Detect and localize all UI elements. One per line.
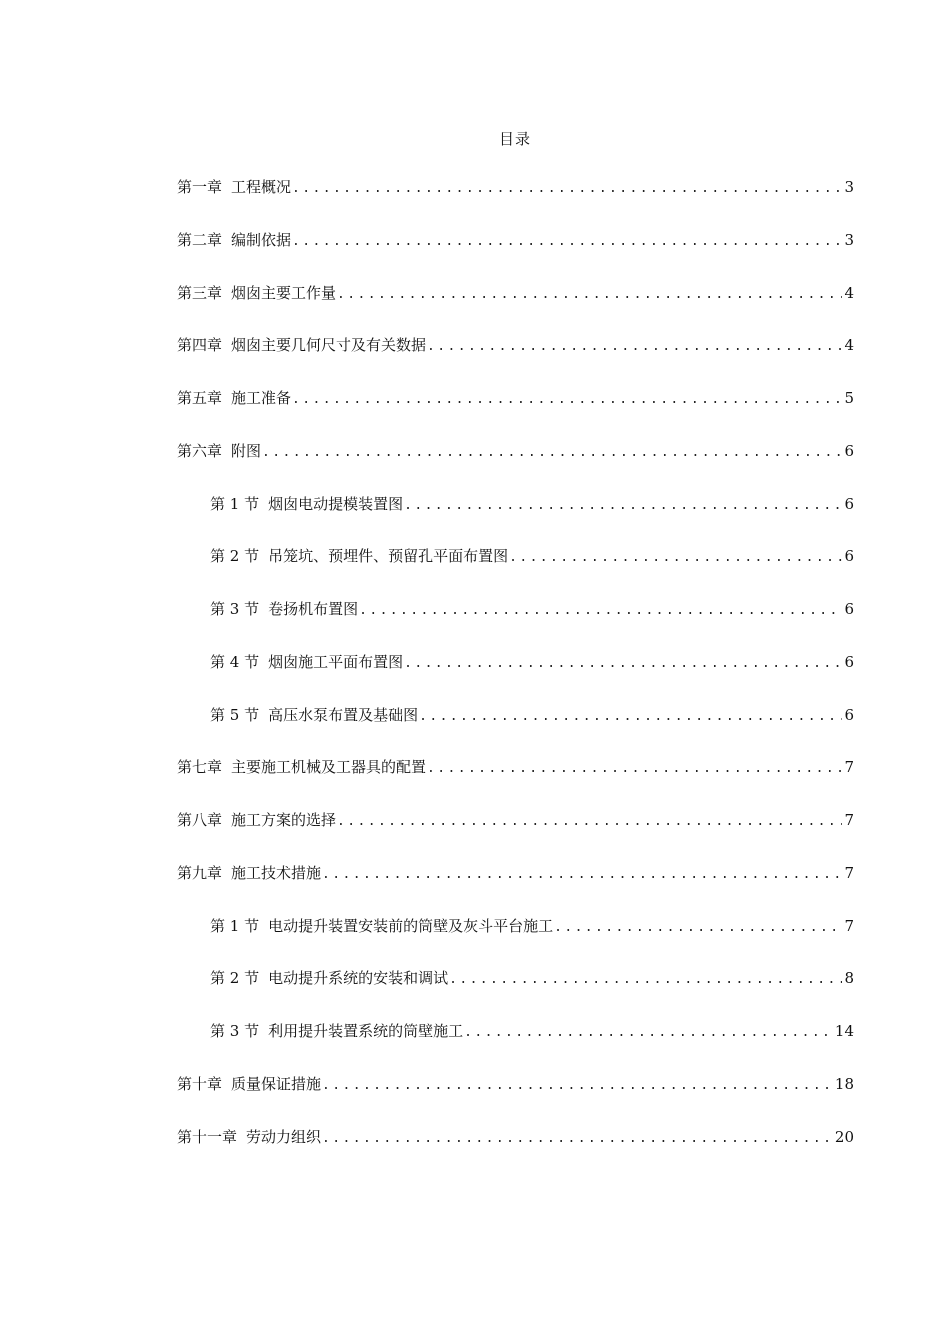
toc-entry-label bbox=[177, 1126, 321, 1147]
toc-dot-leader bbox=[509, 550, 842, 565]
toc-dot-leader bbox=[292, 181, 842, 196]
toc-entry[interactable] bbox=[177, 176, 854, 229]
toc-dot-leader bbox=[464, 1025, 833, 1040]
toc-entry-number: 第 2 节 bbox=[210, 969, 260, 988]
toc-dot-leader bbox=[427, 761, 842, 776]
toc-entry-text: 烟囱电动提模装置图 bbox=[268, 494, 404, 513]
toc-page-number: 20 bbox=[834, 1127, 854, 1146]
toc-list bbox=[177, 176, 854, 1178]
toc-entry-text: 烟囱施工平面布置图 bbox=[268, 652, 404, 671]
toc-entry-text: 利用提升装置系统的筒壁施工 bbox=[268, 1022, 464, 1040]
toc-entry-text: 施工技术措施 bbox=[231, 863, 322, 882]
toc-entry[interactable] bbox=[177, 756, 854, 809]
toc-entry-text: 吊笼坑、预埋件、预留孔平面布置图 bbox=[268, 547, 509, 566]
toc-entry-text: 主要施工机械及工器具的配置 bbox=[231, 758, 427, 777]
toc-page-number: 14 bbox=[834, 1022, 854, 1040]
toc-entry-text: 劳动力组织 bbox=[246, 1127, 322, 1146]
toc-page-number: 6 bbox=[844, 494, 854, 513]
toc-entry[interactable] bbox=[177, 598, 854, 651]
toc-entry-text: 电动提升装置安装前的筒壁及灰斗平台施工 bbox=[268, 916, 554, 935]
toc-page-number: 4 bbox=[844, 336, 854, 355]
toc-entry-label bbox=[177, 809, 336, 830]
toc-entry-text: 附图 bbox=[231, 441, 262, 460]
toc-page-number: 7 bbox=[844, 758, 854, 777]
toc-entry-number: 第八章 bbox=[177, 811, 223, 829]
toc-entry-label bbox=[177, 176, 291, 197]
toc-entry[interactable] bbox=[177, 334, 854, 387]
toc-entry-number: 第 1 节 bbox=[210, 494, 260, 513]
toc-entry-number: 第 1 节 bbox=[210, 916, 260, 935]
toc-entry-text: 烟囱主要工作量 bbox=[231, 283, 337, 302]
toc-page-number: 3 bbox=[844, 178, 854, 196]
toc-page-number: 6 bbox=[844, 441, 854, 460]
toc-entry-number: 第七章 bbox=[177, 758, 223, 777]
toc-dot-leader bbox=[419, 709, 842, 724]
toc-dot-leader bbox=[427, 339, 842, 354]
toc-page-number: 7 bbox=[844, 863, 854, 882]
toc-entry-text: 施工准备 bbox=[231, 389, 292, 407]
toc-entry-label bbox=[210, 915, 553, 936]
toc-entry[interactable] bbox=[177, 1020, 854, 1073]
toc-entry-label bbox=[177, 334, 426, 355]
toc-entry-text: 电动提升系统的安装和调试 bbox=[268, 969, 449, 988]
toc-entry[interactable] bbox=[177, 967, 854, 1020]
toc-entry[interactable] bbox=[177, 229, 854, 282]
toc-entry[interactable] bbox=[177, 440, 854, 493]
toc-entry-number: 第六章 bbox=[177, 441, 223, 460]
toc-entry-number: 第十一章 bbox=[177, 1127, 238, 1146]
toc-entry-label bbox=[210, 967, 448, 988]
toc-entry[interactable] bbox=[177, 862, 854, 915]
toc-entry[interactable] bbox=[177, 651, 854, 704]
toc-entry-number: 第二章 bbox=[177, 230, 223, 249]
toc-entry-number: 第四章 bbox=[177, 336, 223, 355]
toc-entry-text: 施工方案的选择 bbox=[231, 811, 337, 829]
toc-entry-label bbox=[210, 598, 358, 619]
toc-entry-label bbox=[177, 387, 291, 408]
toc-entry[interactable] bbox=[177, 282, 854, 335]
toc-entry-label bbox=[177, 282, 336, 303]
toc-entry-text: 高压水泵布置及基础图 bbox=[268, 705, 419, 724]
toc-entry-label bbox=[210, 651, 403, 672]
toc-entry-label bbox=[210, 493, 403, 514]
toc-dot-leader bbox=[337, 287, 842, 302]
toc-entry-number: 第 2 节 bbox=[210, 547, 260, 566]
toc-entry[interactable] bbox=[177, 387, 854, 440]
toc-entry-text: 工程概况 bbox=[231, 178, 292, 196]
toc-entry-text: 烟囱主要几何尺寸及有关数据 bbox=[231, 336, 427, 355]
toc-entry[interactable] bbox=[177, 1073, 854, 1126]
toc-entry-number: 第 4 节 bbox=[210, 652, 260, 671]
toc-entry[interactable] bbox=[177, 704, 854, 757]
toc-dot-leader bbox=[404, 498, 842, 513]
toc-entry-number: 第五章 bbox=[177, 389, 223, 407]
toc-dot-leader bbox=[404, 656, 842, 671]
toc-entry-label bbox=[177, 756, 426, 777]
toc-entry-label bbox=[210, 545, 508, 566]
toc-dot-leader bbox=[554, 920, 842, 935]
toc-entry[interactable] bbox=[177, 915, 854, 968]
toc-entry-number: 第 5 节 bbox=[210, 705, 260, 724]
toc-dot-leader bbox=[292, 392, 842, 407]
toc-entry-label bbox=[210, 1020, 463, 1041]
toc-dot-leader bbox=[359, 603, 842, 618]
toc-entry-number: 第九章 bbox=[177, 863, 223, 882]
toc-entry-label bbox=[177, 229, 291, 250]
toc-entry-label bbox=[177, 862, 321, 883]
toc-dot-leader bbox=[322, 1078, 833, 1093]
toc-dot-leader bbox=[337, 814, 842, 829]
toc-title: 目录 bbox=[498, 130, 531, 148]
toc-entry-number: 第 3 节 bbox=[210, 1022, 260, 1040]
toc-entry-text: 编制依据 bbox=[231, 230, 292, 249]
toc-page-number: 6 bbox=[844, 705, 854, 724]
toc-page-number: 6 bbox=[844, 547, 854, 566]
toc-entry[interactable] bbox=[177, 809, 854, 862]
toc-dot-leader bbox=[449, 972, 842, 987]
toc-page-number: 3 bbox=[844, 230, 854, 249]
toc-entry-number: 第十章 bbox=[177, 1074, 223, 1093]
toc-page-number: 6 bbox=[844, 600, 854, 618]
toc-dot-leader bbox=[292, 234, 842, 249]
toc-page-number: 7 bbox=[844, 916, 854, 935]
toc-page-number: 6 bbox=[844, 652, 854, 671]
toc-entry-label bbox=[210, 704, 418, 725]
toc-entry-text: 卷扬机布置图 bbox=[268, 600, 359, 618]
toc-entry-label bbox=[177, 1073, 321, 1094]
toc-entry-number: 第 3 节 bbox=[210, 600, 260, 618]
toc-entry-number: 第三章 bbox=[177, 283, 223, 302]
toc-entry-label bbox=[177, 440, 261, 461]
toc-page-number: 4 bbox=[844, 283, 854, 302]
toc-page-number: 5 bbox=[844, 389, 854, 407]
toc-dot-leader bbox=[262, 445, 842, 460]
toc-entry[interactable] bbox=[177, 493, 854, 546]
toc-page-number: 8 bbox=[844, 969, 854, 988]
toc-entry[interactable] bbox=[177, 1126, 854, 1179]
toc-dot-leader bbox=[322, 867, 842, 882]
toc-entry[interactable] bbox=[177, 545, 854, 598]
toc-page-number: 18 bbox=[834, 1074, 854, 1093]
toc-page-number: 7 bbox=[844, 811, 854, 829]
toc-entry-number: 第一章 bbox=[177, 178, 223, 196]
toc-dot-leader bbox=[322, 1131, 833, 1146]
toc-entry-text: 质量保证措施 bbox=[231, 1074, 322, 1093]
